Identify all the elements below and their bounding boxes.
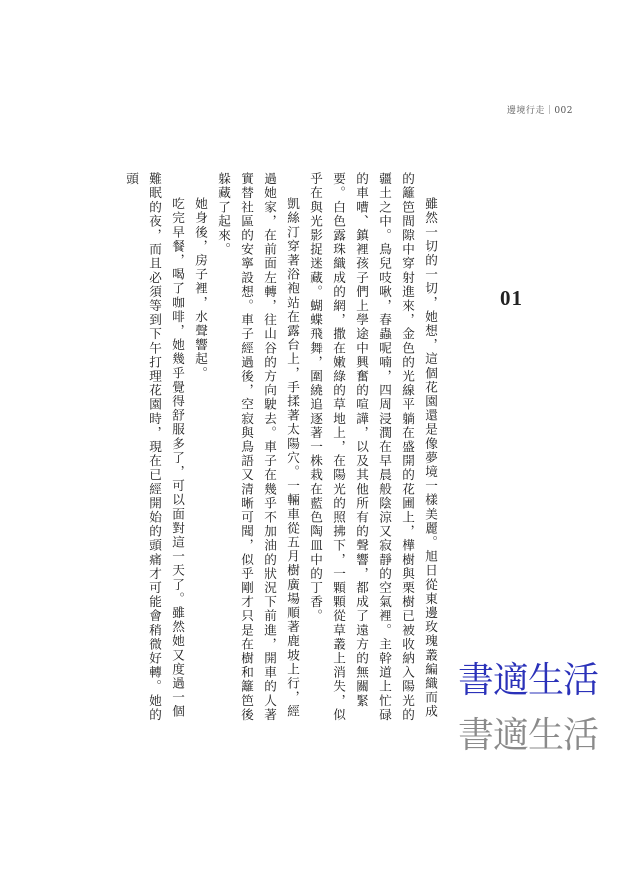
body-text (97, 172, 442, 732)
paragraph: 她身後，房子裡，水聲響起。 (193, 197, 208, 381)
paragraph: 吃完早餐，喝了咖啡，她幾乎覺得舒服多了，可以面對這一天了。雖然她又度過一個難眠的夜，而且必須等到下午打理花園時，現在已經開始的頭痛才可能會稍微好轉。她的頭 (124, 172, 185, 722)
watermark-primary: 書適生活 (458, 660, 599, 701)
watermark-secondary: 書適生活 (458, 715, 599, 756)
paragraph: 雖然一切的一切，她想，這個花園還是像夢境一樣美麗。旭日從東邊玫瑰叢編織而成的籬笆間隙中穿射進來，金色的光線平躺在盛開的花圃上，樺樹與栗樹已被收納入陽光的疆土之中。鳥兒吱啾，春蟲呢喃，四周浸潤在早晨般陰涼又寂靜的空氣裡。主幹道上忙碌的車嘈、鎮裡孩子們上學途中興奮的喧譁，以及其他所有的聲響，都成了遠方的無關緊要。白色露珠織成的網，撒在嫩綠的草地上，在陽光的照拂下，一顆顆從草叢上消失，似乎在與光影捉迷藏。蝴蝶飛舞，圍繞追逐著一株栽在藍色陶皿中的丁香。 (308, 172, 438, 722)
running-header: 邊境行走｜002 (506, 106, 573, 116)
paragraph: 凱絲汀穿著浴袍站在露台上，手揉著太陽穴。一輛車從五月樹廣場順著鹿坡上行，經過她家，在前面左轉，往山谷的方向駛去。車子在幾乎不加油的狀況下前進，開車的人著實替社區的安寧設想。車子經過後，空寂與鳥語又清晰可聞，似乎剛才只是在樹和籬笆後躲藏了起來。 (216, 172, 300, 722)
chapter-number: 01 (500, 286, 523, 310)
